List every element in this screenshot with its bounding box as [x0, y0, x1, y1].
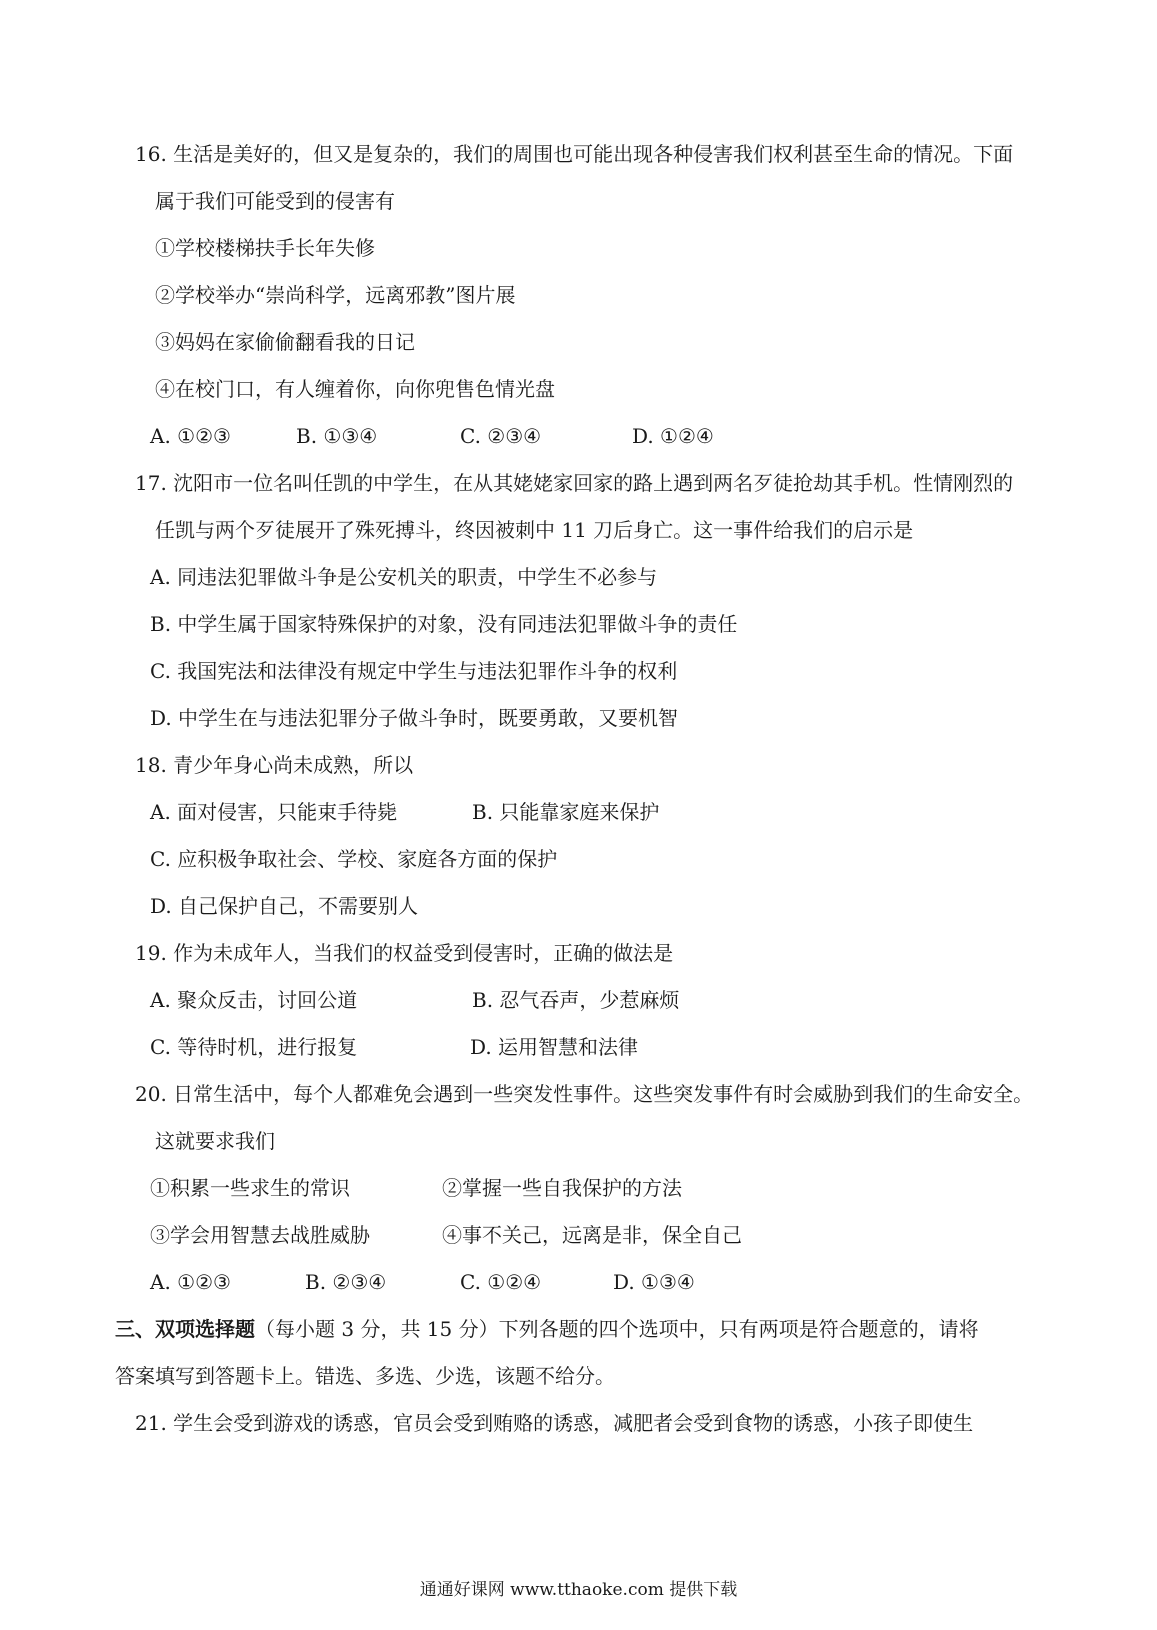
q16-option-b: B. ①③④	[296, 424, 378, 448]
q17-stem-line2: 任凯与两个歹徒展开了殊死搏斗，终因被刺中 11 刀后身亡。这一事件给我们的启示是	[155, 518, 914, 542]
q17-stem-line1: 17. 沈阳市一位名叫任凯的中学生，在从其姥姥家回家的路上遇到两名歹徒抢劫其手机。性情刚烈的	[135, 471, 1014, 495]
q20-option-c: C. ①②④	[460, 1270, 542, 1294]
q18-option-a: A. 面对侵害，只能束手待毙	[150, 800, 398, 824]
q17-option-d: D. 中学生在与违法犯罪分子做斗争时，既要勇敢，又要机智	[150, 706, 679, 730]
q20-option-b: B. ②③④	[305, 1270, 387, 1294]
q17-option-b: B. 中学生属于国家特殊保护的对象，没有同违法犯罪做斗争的责任	[150, 612, 738, 636]
q18-option-c: C. 应积极争取社会、学校、家庭各方面的保护	[150, 847, 558, 871]
q16-option-c: C. ②③④	[460, 424, 542, 448]
q20-item-4: ④事不关己，远离是非，保全自己	[442, 1223, 742, 1247]
q19-option-a: A. 聚众反击，讨回公道	[150, 988, 358, 1012]
q18-option-d: D. 自己保护自己，不需要别人	[150, 894, 419, 918]
q16-item-3: ③妈妈在家偷偷翻看我的日记	[155, 330, 415, 354]
q20-item-3: ③学会用智慧去战胜威胁	[150, 1223, 370, 1247]
q16-stem-line1: 16. 生活是美好的，但又是复杂的，我们的周围也可能出现各种侵害我们权利甚至生命的情况。下面	[135, 142, 1014, 166]
section3-desc-line1: （每小题 3 分，共 15 分）下列各题的四个选项中，只有两项是符合题意的，请将	[255, 1317, 979, 1341]
q19-option-d: D. 运用智慧和法律	[470, 1035, 639, 1059]
section3-desc-line2: 答案填写到答题卡上。错选、多选、少选，该题不给分。	[115, 1364, 615, 1388]
q19-stem: 19. 作为未成年人，当我们的权益受到侵害时，正确的做法是	[135, 941, 674, 965]
q17-option-c: C. 我国宪法和法律没有规定中学生与违法犯罪作斗争的权利	[150, 659, 678, 683]
q16-option-a: A. ①②③	[150, 424, 231, 448]
q20-item-2: ②掌握一些自我保护的方法	[442, 1176, 682, 1200]
q17-option-a: A. 同违法犯罪做斗争是公安机关的职责，中学生不必参与	[150, 565, 658, 589]
q20-stem-line2: 这就要求我们	[155, 1129, 275, 1153]
q16-item-2: ②学校举办“崇尚科学，远离邪教”图片展	[155, 283, 516, 307]
section3-title: 三、双项选择题	[115, 1317, 255, 1341]
q16-option-d: D. ①②④	[632, 424, 714, 448]
q18-option-b: B. 只能靠家庭来保护	[472, 800, 660, 824]
q19-option-c: C. 等待时机，进行报复	[150, 1035, 358, 1059]
q20-option-d: D. ①③④	[613, 1270, 695, 1294]
q19-option-b: B. 忍气吞声，少惹麻烦	[472, 988, 680, 1012]
q16-stem-line2: 属于我们可能受到的侵害有	[155, 189, 395, 213]
section3-heading	[115, 1315, 979, 1343]
page-footer: 通通好课网 www.tthaoke.com 提供下载	[419, 1580, 738, 1600]
q20-option-a: A. ①②③	[150, 1270, 231, 1294]
q18-stem: 18. 青少年身心尚未成熟，所以	[135, 753, 414, 777]
q20-item-1: ①积累一些求生的常识	[150, 1176, 350, 1200]
q20-stem-line1: 20. 日常生活中，每个人都难免会遇到一些突发性事件。这些突发事件有时会威胁到我们的生命安全。	[135, 1082, 1034, 1106]
q16-item-1: ①学校楼梯扶手长年失修	[155, 236, 375, 260]
q16-item-4: ④在校门口，有人缠着你，向你兜售色情光盘	[155, 377, 555, 401]
q21-stem-line1: 21. 学生会受到游戏的诱惑，官员会受到贿赂的诱惑，减肥者会受到食物的诱惑，小孩子即使生	[135, 1411, 974, 1435]
